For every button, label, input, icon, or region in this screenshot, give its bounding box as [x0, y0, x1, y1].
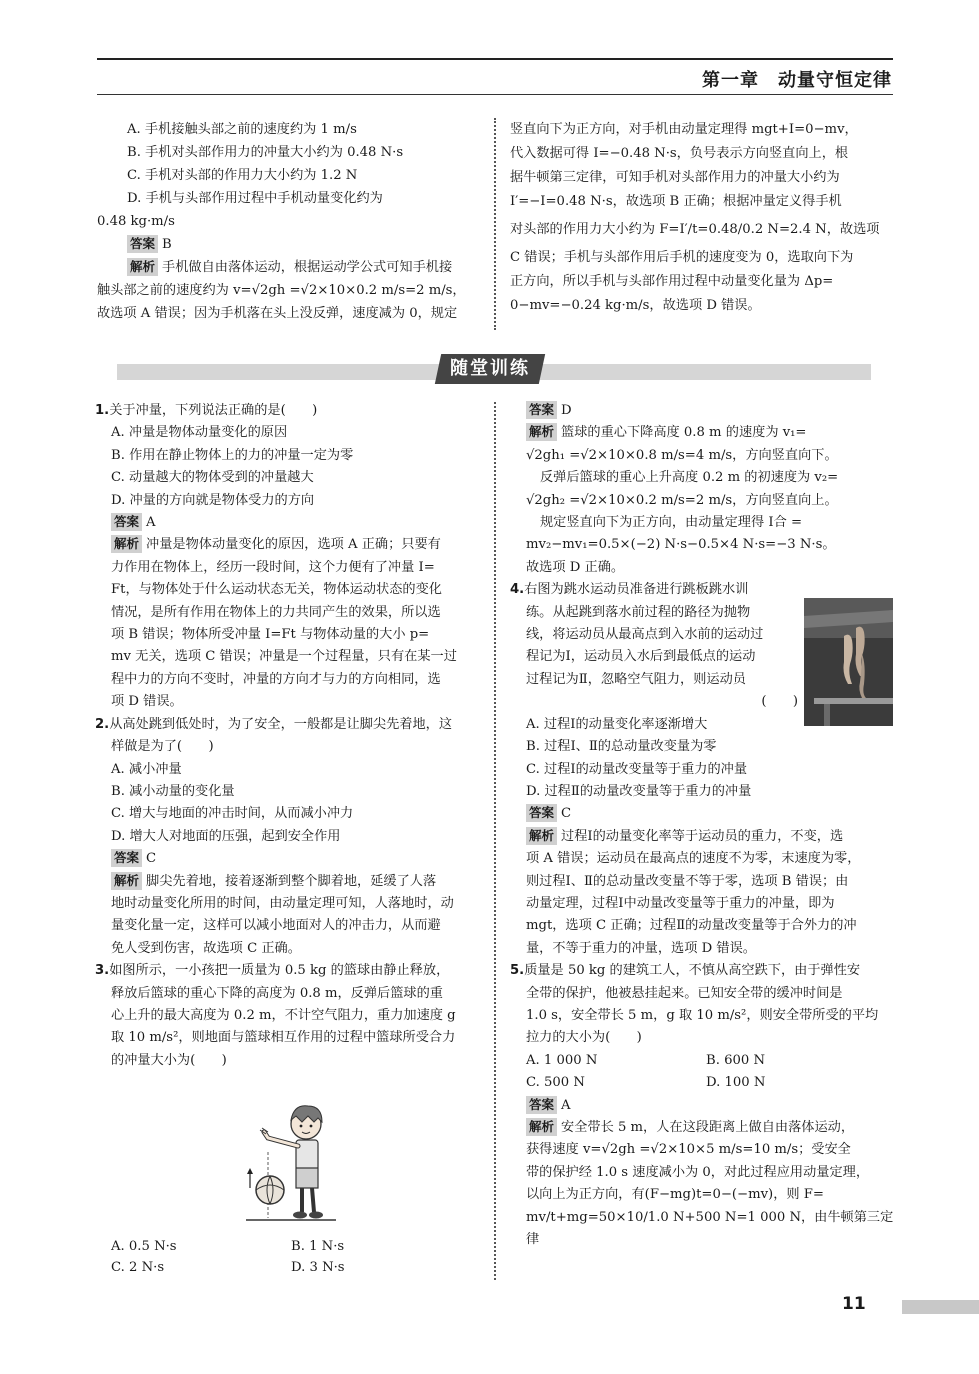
q1-analysis-line: 程中力的方向不变时，冲量的方向才与力的方向相同，选 [111, 671, 441, 687]
solution-line: 代入数据可得 I=−0.48 N·s，负号表示方向竖直向上，根 [510, 146, 849, 161]
q4-analysis: 解析 过程Ⅰ的动量变化率等于运动员的重力，不变，选 [510, 826, 894, 848]
q4-option: C. 过程Ⅰ的动量改变量等于重力的冲量 [526, 761, 748, 777]
q5-analysis-line: 以向上为正方向，有(F−mg)t=0−(−mv)，则 F= [526, 1187, 824, 1203]
diver-photo-image [804, 598, 893, 726]
option-line: D. 手机与头部作用过程中手机动量变化约为 [127, 191, 383, 206]
q3-stem-line: 取 10 m/s²，则地面与篮球相互作用的过程中篮球所受合力 [111, 1030, 456, 1046]
q4-option: A. 过程Ⅰ的动量变化率逐渐增大 [526, 716, 708, 732]
header-rule [97, 58, 893, 60]
solution-line: 正方向，所以手机与头部作用过程中动量变化量为 Δp= [510, 274, 834, 289]
solution-line: 据牛顿第三定律，可知手机对头部作用力的冲量大小约为 [510, 170, 840, 185]
q3-option: A. 0.5 N·s [111, 1239, 177, 1254]
q2-analysis-line: 免人受到伤害，故选项 C 正确。 [111, 940, 301, 956]
q3-options [111, 1236, 481, 1278]
q4-stem: 4.右图为跳水运动员准备进行跳板跳水训 [510, 582, 749, 598]
solution-line: 竖直向下为正方向，对手机由动量定理得 mgt+I=0−mv， [510, 122, 858, 137]
q3-option: B. 1 N·s [291, 1239, 345, 1254]
q2-analysis-line: 地时动量变化所用的时间，由动量定理可知，人落地时，动 [111, 895, 454, 911]
q3-answer: 答案 D [510, 400, 894, 422]
q4-answer: 答案 C [510, 803, 894, 825]
q1-analysis-line: mv 无关，选项 C 错误；冲量是一个过程量，只有在某一过 [111, 649, 457, 665]
q2-option: D. 增大人对地面的压强，起到安全作用 [111, 828, 341, 844]
q5-option-row [510, 1050, 894, 1072]
solution-line: 对头部的作用力大小约为 F=I′/t=0.48/0.2 N=2.4 N，故选项 [510, 222, 880, 237]
top-left-column [97, 118, 481, 325]
page-number: 11 [842, 1294, 866, 1314]
q5-option: C. 500 N [526, 1075, 585, 1091]
answer-tag: 答案 [127, 235, 158, 253]
q1-option: D. 冲量的方向就是物体受力的方向 [111, 492, 315, 508]
q1-analysis-line: 情况，是所有作用在物体上的力共同产生的效果，所以选 [111, 604, 441, 620]
q1-analysis-line: 力作用在物体上，经历一段时间，这个力便有了冲量 I= [111, 559, 435, 575]
header-rule-bottom [97, 94, 893, 95]
section-banner [435, 354, 545, 384]
solution-line: I′=−I=0.48 N·s，故选项 B 正确；根据冲量定义得手机 [510, 194, 842, 209]
q5-stem-line: 拉力的大小为( ) [526, 1030, 642, 1046]
q3-option: C. 2 N·s [111, 1260, 165, 1275]
q5-stem-line: 全带的保护，他被悬挂起来。已知安全带的缓冲时间是 [526, 985, 843, 1001]
q1-analysis-line: 项 B 错误；物体所受冲量 I=Ft 与物体动量的大小 p= [111, 627, 430, 643]
analysis-text: 手机做自由落体运动，根据运动学公式可知手机接 [162, 260, 453, 275]
solution-line: 0−mv=−0.24 kg·m/s，故选项 D 错误。 [510, 298, 761, 313]
q4-analysis-line: mgt，选项 C 正确；过程Ⅱ的动量改变量等于合外力的冲 [526, 918, 857, 934]
q1-analysis-line: Ft，与物体处于什么运动状态无关，物体运动状态的变化 [111, 582, 442, 598]
q4-analysis-line: 量，不等于重力的冲量，选项 D 错误。 [526, 940, 756, 956]
q1-answer: 答案 A [95, 512, 481, 534]
q5-stem: 5.质量是 50 kg 的建筑工人，不慎从高空跌下，由于弹性安 [510, 963, 861, 979]
q3-analysis-line: 规定竖直向下为正方向，由动量定理得 I合 = [540, 515, 803, 531]
q4-stem-line: 练。从起跳到落水前过程的路径为抛物 [526, 604, 751, 620]
boy-basketball-illustration [246, 1100, 336, 1224]
q3-option: D. 3 N·s [291, 1260, 345, 1275]
q3-stem: 3.如图所示，一小孩把一质量为 0.5 kg 的篮球由静止释放， [95, 963, 450, 979]
q5-analysis: 解析 安全带长 5 m，人在这段距离上做自由落体运动， [510, 1117, 894, 1139]
option-line: C. 手机对头部的作用力大小约为 1.2 N [127, 168, 358, 183]
q3-analysis-line: 故选项 D 正确。 [526, 559, 625, 575]
right-column [510, 400, 894, 1251]
q1-stem: 1.关于冲量，下列说法正确的是( ) [95, 403, 318, 418]
analysis-line [97, 256, 481, 279]
analysis-tag: 解析 [127, 258, 158, 276]
q2-answer: 答案 C [95, 848, 481, 870]
q2-stem: 2.从高处跳到低处时，为了安全，一般都是让脚尖先着地，这 [95, 716, 453, 732]
q5-option: D. 100 N [706, 1075, 766, 1091]
option-line: B. 手机对头部作用力的冲量大小约为 0.48 N·s [127, 145, 404, 160]
q3-option-row [111, 1257, 481, 1278]
q4-stem-line: ( ) [761, 694, 798, 710]
solution-line: C 错误；手机与头部作用后手机的速度变为 0，选取向下为 [510, 250, 854, 265]
q4-analysis-line: 项 A 错误；运动员在最高点的速度不为零，末速度为零， [526, 851, 861, 867]
q3-analysis: 解析 篮球的重心下降高度 0.8 m 的速度为 v₁= [510, 422, 894, 444]
q2-option: C. 增大与地面的冲击时间，从而减小冲力 [111, 806, 354, 822]
q2-analysis: 解析 脚尖先着地，接着逐渐到整个脚着地，延缓了人落 [95, 871, 481, 893]
q2-option: B. 减小动量的变化量 [111, 783, 235, 799]
q5-analysis-line: 获得速度 v=√2gh =√2×10×5 m/s=10 m/s；受安全 [526, 1142, 851, 1158]
q5-answer: 答案 A [510, 1095, 894, 1117]
q2-stem-line: 样做是为了( ) [111, 739, 214, 755]
q5-stem-line: 1.0 s，安全带长 5 m，g 取 10 m/s²，则安全带所受的平均 [526, 1007, 879, 1023]
q3-analysis-line: 反弹后篮球的重心上升高度 0.2 m 的初速度为 v₂= [540, 470, 839, 486]
q3-stem-line: 心上升的最大高度为 0.2 m，不计空气阻力，重力加速度 g [111, 1007, 456, 1023]
column-divider [494, 118, 496, 330]
chapter-title: 第一章 动量守恒定律 [702, 70, 892, 91]
q1-option: C. 动量越大的物体受到的冲量越大 [111, 470, 314, 486]
q4-option: B. 过程Ⅰ、Ⅱ的总动量改变量为零 [526, 739, 717, 755]
q1-option: B. 作用在静止物体上的力的冲量一定为零 [111, 447, 354, 463]
column-divider [494, 402, 496, 1280]
q4-stem-line: 过程记为Ⅱ，忽略空气阻力，则运动员 [526, 671, 746, 687]
q4-option: D. 过程Ⅱ的动量改变量等于重力的冲量 [526, 783, 752, 799]
q1-option: A. 冲量是物体动量变化的原因 [111, 425, 288, 441]
q4-stem-line: 线，将运动员从最高点到入水前的运动过 [526, 627, 764, 643]
q4-stem-block [510, 579, 800, 713]
q1-analysis: 解析 冲量是物体动量变化的原因，选项 A 正确；只要有 [95, 534, 481, 556]
answer-line [97, 233, 481, 256]
q4-analysis-line: 动量定理，过程Ⅰ中动量改变量等于重力的冲量，即为 [526, 895, 835, 911]
left-column [95, 400, 481, 1072]
analysis-line: 故选项 A 错误；因为手机落在头上没反弹，速度减为 0，规定 [97, 306, 458, 321]
q5-option-row [510, 1072, 894, 1094]
q5-option: A. 1 000 N [526, 1052, 598, 1068]
diver-photo [804, 598, 893, 726]
option-line: A. 手机接触头部之前的速度约为 1 m/s [127, 122, 357, 137]
q5-analysis-line: mv/t+mg=50×10/1.0 N+500 N=1 000 N，由牛顿第三定律 [526, 1209, 894, 1248]
q3-analysis-line: mv₂−mv₁=0.5×(−2) N·s−0.5×4 N·s=−3 N·s。 [526, 537, 836, 553]
q1-analysis-line: 项 D 错误。 [111, 694, 183, 710]
q3-stem-line: 释放后篮球的重心下降的高度为 0.8 m，反弹后篮球的重 [111, 985, 443, 1001]
answer-value: B [162, 237, 172, 252]
option-line: 0.48 kg·m/s [97, 214, 175, 229]
q5-option: B. 600 N [706, 1052, 765, 1068]
q3-stem-line: 的冲量大小为( ) [111, 1052, 227, 1068]
analysis-line: 触头部之前的速度约为 v=√2gh =√2×10×0.2 m/s=2 m/s， [97, 283, 466, 298]
q2-option: A. 减小冲量 [111, 761, 182, 777]
q3-analysis-line: √2gh₁ =√2×10×0.8 m/s=4 m/s，方向竖直向下。 [526, 447, 838, 463]
page-tab-decoration [902, 1300, 979, 1314]
q3-option-row [111, 1236, 481, 1257]
q4-stem-line: 程记为Ⅰ，运动员入水后到最低点的运动 [526, 649, 756, 665]
q3-analysis-line: √2gh₂ =√2×10×0.2 m/s=2 m/s，方向竖直向上。 [526, 492, 838, 508]
q2-analysis-line: 量变化量一定，这样可以减小地面对人的冲击力，从而避 [111, 918, 441, 934]
q4-analysis-line: 则过程Ⅰ、Ⅱ的总动量改变量不等于零，选项 B 错误；由 [526, 873, 849, 889]
top-right-column [510, 118, 894, 318]
q5-analysis-line: 带的保护经 1.0 s 速度减小为 0，对此过程应用动量定理， [526, 1164, 870, 1180]
section-banner-text: 随堂训练 [450, 358, 530, 379]
